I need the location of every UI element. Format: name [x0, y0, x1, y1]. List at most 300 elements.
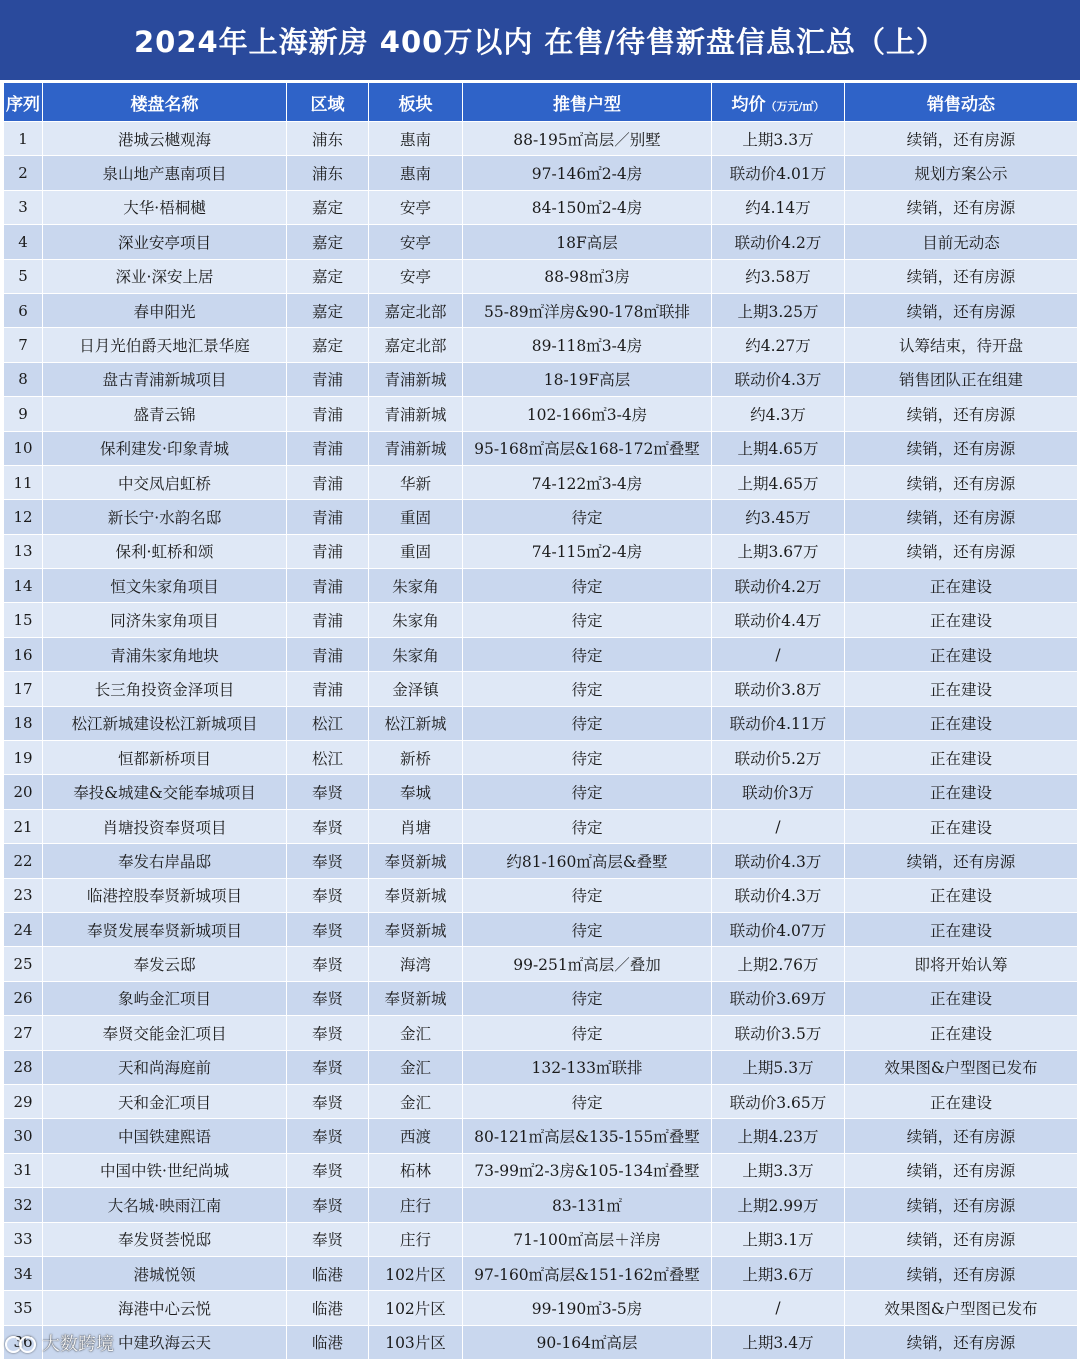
cell-name: 盘古青浦新城项目 [43, 362, 287, 396]
cell-index: 27 [4, 1016, 43, 1050]
cell-status: 续销，还有房源 [845, 1153, 1078, 1187]
cell-status: 正在建设 [845, 878, 1078, 912]
cell-block: 奉贤新城 [369, 878, 463, 912]
cell-district: 松江 [287, 706, 369, 740]
cell-district: 奉贤 [287, 844, 369, 878]
title-bar [0, 0, 1080, 80]
cell-index: 28 [4, 1050, 43, 1084]
cell-status: 规划方案公示 [845, 156, 1078, 190]
cell-index: 20 [4, 775, 43, 809]
cell-district: 浦东 [287, 122, 369, 156]
cell-unit-type: 待定 [463, 878, 712, 912]
header-index: 序列 [4, 83, 43, 122]
cell-unit-type: 83-131㎡ [463, 1188, 712, 1222]
cell-name: 长三角投资金泽项目 [43, 672, 287, 706]
cell-district: 奉贤 [287, 1050, 369, 1084]
cell-status: 正在建设 [845, 706, 1078, 740]
cell-index: 31 [4, 1153, 43, 1187]
cell-index: 5 [4, 259, 43, 293]
cell-status: 正在建设 [845, 569, 1078, 603]
cell-status: 正在建设 [845, 637, 1078, 671]
table-row [4, 1291, 1078, 1325]
cell-price: 约4.14万 [712, 190, 845, 224]
cell-price: 联动价4.2万 [712, 225, 845, 259]
cell-index: 1 [4, 122, 43, 156]
cell-unit-type: 待定 [463, 1016, 712, 1050]
cell-price: 约4.27万 [712, 328, 845, 362]
cell-unit-type: 132-133㎡联排 [463, 1050, 712, 1084]
cell-name: 保利·虹桥和颂 [43, 534, 287, 568]
page-title: 2024年上海新房 400万以内 在售/待售新盘信息汇总（上） [133, 24, 947, 59]
cell-district: 奉贤 [287, 878, 369, 912]
cell-price: 上期4.65万 [712, 465, 845, 499]
table-row [4, 1153, 1078, 1187]
cell-district: 松江 [287, 741, 369, 775]
table-row [4, 431, 1078, 465]
cell-block: 华新 [369, 465, 463, 499]
header-block: 板块 [369, 83, 463, 122]
cell-name: 奉贤发展奉贤新城项目 [43, 912, 287, 946]
cell-name: 春申阳光 [43, 293, 287, 327]
cell-name: 大华·梧桐樾 [43, 190, 287, 224]
cell-status: 续销，还有房源 [845, 293, 1078, 327]
cell-block: 新桥 [369, 741, 463, 775]
cell-unit-type: 99-251㎡高层／叠加 [463, 947, 712, 981]
cell-index: 25 [4, 947, 43, 981]
header-district: 区域 [287, 83, 369, 122]
cell-price: 联动价4.01万 [712, 156, 845, 190]
table-row [4, 947, 1078, 981]
cell-name: 港城悦领 [43, 1256, 287, 1290]
cell-name: 恒都新桥项目 [43, 741, 287, 775]
cell-index: 16 [4, 637, 43, 671]
cell-status: 目前无动态 [845, 225, 1078, 259]
cell-name: 泉山地产惠南项目 [43, 156, 287, 190]
cell-index: 26 [4, 981, 43, 1015]
cell-unit-type: 待定 [463, 637, 712, 671]
cell-district: 临港 [287, 1291, 369, 1325]
cell-block: 海湾 [369, 947, 463, 981]
cell-status: 续销，还有房源 [845, 534, 1078, 568]
cell-status: 正在建设 [845, 1016, 1078, 1050]
cell-district: 青浦 [287, 603, 369, 637]
cell-status: 续销，还有房源 [845, 1325, 1078, 1359]
cell-index: 19 [4, 741, 43, 775]
cell-price: 上期3.3万 [712, 1153, 845, 1187]
cell-index: 22 [4, 844, 43, 878]
cell-district: 奉贤 [287, 1188, 369, 1222]
cell-name: 青浦朱家角地块 [43, 637, 287, 671]
cell-status: 正在建设 [845, 912, 1078, 946]
table-row [4, 981, 1078, 1015]
cell-block: 惠南 [369, 156, 463, 190]
table-row [4, 259, 1078, 293]
table-row [4, 775, 1078, 809]
cell-index: 7 [4, 328, 43, 362]
cell-unit-type: 待定 [463, 981, 712, 1015]
cell-price: 联动价3.8万 [712, 672, 845, 706]
cell-district: 奉贤 [287, 809, 369, 843]
cell-district: 青浦 [287, 637, 369, 671]
cell-price: 上期2.76万 [712, 947, 845, 981]
cell-status: 认筹结束，待开盘 [845, 328, 1078, 362]
table-row [4, 603, 1078, 637]
cell-price: 联动价3.69万 [712, 981, 845, 1015]
cell-status: 续销，还有房源 [845, 431, 1078, 465]
cell-district: 奉贤 [287, 981, 369, 1015]
cell-index: 14 [4, 569, 43, 603]
header-price-unit: （万元/㎡） [765, 99, 825, 113]
table-row [4, 809, 1078, 843]
cell-status: 销售团队正在组建 [845, 362, 1078, 396]
cell-price: 约4.3万 [712, 397, 845, 431]
cell-block: 朱家角 [369, 569, 463, 603]
cell-block: 嘉定北部 [369, 293, 463, 327]
cell-status: 续销，还有房源 [845, 465, 1078, 499]
cell-block: 柘林 [369, 1153, 463, 1187]
cell-block: 奉贤新城 [369, 912, 463, 946]
cell-district: 青浦 [287, 431, 369, 465]
cell-unit-type: 待定 [463, 741, 712, 775]
cell-district: 浦东 [287, 156, 369, 190]
cell-price: 约3.45万 [712, 500, 845, 534]
cell-index: 21 [4, 809, 43, 843]
cell-index: 13 [4, 534, 43, 568]
cell-block: 惠南 [369, 122, 463, 156]
table-row [4, 1222, 1078, 1256]
cell-block: 102片区 [369, 1256, 463, 1290]
cell-index: 17 [4, 672, 43, 706]
cell-price: 联动价5.2万 [712, 741, 845, 775]
cell-status: 续销，还有房源 [845, 1222, 1078, 1256]
table-row [4, 569, 1078, 603]
cell-status: 续销，还有房源 [845, 259, 1078, 293]
cell-name: 肖塘投资奉贤项目 [43, 809, 287, 843]
cell-unit-type: 约81-160㎡高层&叠墅 [463, 844, 712, 878]
cell-status: 正在建设 [845, 981, 1078, 1015]
cell-district: 奉贤 [287, 775, 369, 809]
cell-status: 续销，还有房源 [845, 1188, 1078, 1222]
cell-index: 3 [4, 190, 43, 224]
cell-block: 青浦新城 [369, 431, 463, 465]
header-status: 销售动态 [845, 83, 1078, 122]
cell-unit-type: 97-160㎡高层&151-162㎡叠墅 [463, 1256, 712, 1290]
table-row [4, 122, 1078, 156]
cell-name: 象屿金汇项目 [43, 981, 287, 1015]
cell-unit-type: 99-190㎡3-5房 [463, 1291, 712, 1325]
cell-status: 续销，还有房源 [845, 397, 1078, 431]
cell-district: 临港 [287, 1325, 369, 1359]
cell-status: 正在建设 [845, 809, 1078, 843]
cell-status: 效果图&户型图已发布 [845, 1050, 1078, 1084]
cell-unit-type: 102-166㎡3-4房 [463, 397, 712, 431]
cell-index: 32 [4, 1188, 43, 1222]
cell-block: 安亭 [369, 225, 463, 259]
cell-status: 续销，还有房源 [845, 500, 1078, 534]
cell-block: 庄行 [369, 1188, 463, 1222]
cell-name: 港城云樾观海 [43, 122, 287, 156]
cell-district: 奉贤 [287, 1153, 369, 1187]
cell-block: 青浦新城 [369, 397, 463, 431]
table-row [4, 534, 1078, 568]
cell-name: 奉投&城建&交能奉城项目 [43, 775, 287, 809]
cell-index: 9 [4, 397, 43, 431]
cell-status: 正在建设 [845, 1084, 1078, 1118]
header-row [4, 83, 1078, 122]
cell-index: 4 [4, 225, 43, 259]
cell-district: 奉贤 [287, 947, 369, 981]
cell-price: 上期3.25万 [712, 293, 845, 327]
cell-index: 30 [4, 1119, 43, 1153]
cell-index: 36 [4, 1325, 43, 1359]
cell-name: 深业·深安上居 [43, 259, 287, 293]
cell-name: 中建玖海云天 [43, 1325, 287, 1359]
cell-name: 奉发右岸晶邸 [43, 844, 287, 878]
cell-unit-type: 待定 [463, 912, 712, 946]
table-row [4, 190, 1078, 224]
cell-unit-type: 71-100㎡高层＋洋房 [463, 1222, 712, 1256]
cell-name: 奉发贤荟悦邸 [43, 1222, 287, 1256]
cell-district: 奉贤 [287, 912, 369, 946]
table-row [4, 878, 1078, 912]
table-row [4, 1325, 1078, 1359]
cell-block: 重固 [369, 534, 463, 568]
table-row [4, 500, 1078, 534]
cell-index: 33 [4, 1222, 43, 1256]
cell-block: 安亭 [369, 190, 463, 224]
cell-district: 青浦 [287, 672, 369, 706]
table-row [4, 672, 1078, 706]
cell-name: 盛青云锦 [43, 397, 287, 431]
cell-index: 15 [4, 603, 43, 637]
cell-unit-type: 80-121㎡高层&135-155㎡叠墅 [463, 1119, 712, 1153]
table-row [4, 741, 1078, 775]
cell-block: 金汇 [369, 1084, 463, 1118]
cell-block: 嘉定北部 [369, 328, 463, 362]
table-row [4, 225, 1078, 259]
cell-index: 10 [4, 431, 43, 465]
cell-block: 金汇 [369, 1016, 463, 1050]
cell-status: 续销，还有房源 [845, 190, 1078, 224]
cell-block: 102片区 [369, 1291, 463, 1325]
cell-block: 奉城 [369, 775, 463, 809]
cell-name: 大名城·映雨江南 [43, 1188, 287, 1222]
listing-table [3, 82, 1078, 1360]
cell-index: 18 [4, 706, 43, 740]
cell-price: 联动价3.5万 [712, 1016, 845, 1050]
cell-unit-type: 18-19F高层 [463, 362, 712, 396]
cell-price: 约3.58万 [712, 259, 845, 293]
table-row [4, 637, 1078, 671]
cell-unit-type: 88-98㎡3房 [463, 259, 712, 293]
cell-unit-type: 待定 [463, 706, 712, 740]
cell-block: 青浦新城 [369, 362, 463, 396]
cell-price: 联动价4.3万 [712, 878, 845, 912]
table-row [4, 328, 1078, 362]
cell-status: 正在建设 [845, 672, 1078, 706]
cell-block: 金泽镇 [369, 672, 463, 706]
cell-name: 奉发云邸 [43, 947, 287, 981]
cell-unit-type: 待定 [463, 1084, 712, 1118]
header-price-label: 均价 [731, 94, 766, 115]
cell-district: 嘉定 [287, 293, 369, 327]
cell-name: 保利建发·印象青城 [43, 431, 287, 465]
cell-index: 11 [4, 465, 43, 499]
cell-price: 上期3.4万 [712, 1325, 845, 1359]
cell-district: 奉贤 [287, 1084, 369, 1118]
table-row [4, 1016, 1078, 1050]
cell-name: 中国铁建熙语 [43, 1119, 287, 1153]
cell-status: 正在建设 [845, 775, 1078, 809]
table-row [4, 1119, 1078, 1153]
cell-district: 临港 [287, 1256, 369, 1290]
cell-price: 联动价4.4万 [712, 603, 845, 637]
cell-name: 天和尚海庭前 [43, 1050, 287, 1084]
cell-district: 奉贤 [287, 1222, 369, 1256]
cell-district: 青浦 [287, 397, 369, 431]
cell-block: 朱家角 [369, 603, 463, 637]
table-row [4, 1084, 1078, 1118]
cell-price: 上期3.1万 [712, 1222, 845, 1256]
table-row [4, 156, 1078, 190]
cell-name: 海港中心云悦 [43, 1291, 287, 1325]
cell-name: 深业安亭项目 [43, 225, 287, 259]
cell-unit-type: 待定 [463, 775, 712, 809]
cell-price: 联动价4.3万 [712, 362, 845, 396]
table-row [4, 706, 1078, 740]
cell-district: 青浦 [287, 465, 369, 499]
cell-unit-type: 89-118㎡3-4房 [463, 328, 712, 362]
cell-block: 庄行 [369, 1222, 463, 1256]
cell-unit-type: 待定 [463, 672, 712, 706]
cell-district: 嘉定 [287, 328, 369, 362]
cell-status: 续销，还有房源 [845, 1119, 1078, 1153]
cell-index: 12 [4, 500, 43, 534]
cell-price: 上期2.99万 [712, 1188, 845, 1222]
cell-name: 中交凤启虹桥 [43, 465, 287, 499]
cell-index: 29 [4, 1084, 43, 1118]
cell-district: 青浦 [287, 569, 369, 603]
cell-unit-type: 84-150㎡2-4房 [463, 190, 712, 224]
cell-name: 天和金汇项目 [43, 1084, 287, 1118]
cell-district: 青浦 [287, 500, 369, 534]
cell-block: 奉贤新城 [369, 981, 463, 1015]
cell-price: 联动价4.3万 [712, 844, 845, 878]
cell-status: 续销，还有房源 [845, 122, 1078, 156]
table-row [4, 465, 1078, 499]
cell-status: 效果图&户型图已发布 [845, 1291, 1078, 1325]
cell-price: / [712, 809, 845, 843]
table-body [4, 122, 1078, 1360]
cell-unit-type: 97-146㎡2-4房 [463, 156, 712, 190]
cell-name: 新长宁·水韵名邸 [43, 500, 287, 534]
cell-price: 联动价3.65万 [712, 1084, 845, 1118]
cell-status: 正在建设 [845, 603, 1078, 637]
cell-unit-type: 74-115㎡2-4房 [463, 534, 712, 568]
cell-block: 西渡 [369, 1119, 463, 1153]
cell-unit-type: 88-195㎡高层／别墅 [463, 122, 712, 156]
cell-index: 6 [4, 293, 43, 327]
cell-price: 上期3.67万 [712, 534, 845, 568]
cell-status: 续销，还有房源 [845, 844, 1078, 878]
cell-index: 2 [4, 156, 43, 190]
cell-price: 上期5.3万 [712, 1050, 845, 1084]
cell-price: 联动价3万 [712, 775, 845, 809]
cell-name: 松江新城建设松江新城项目 [43, 706, 287, 740]
cell-block: 金汇 [369, 1050, 463, 1084]
cell-price: 上期3.6万 [712, 1256, 845, 1290]
cell-block: 松江新城 [369, 706, 463, 740]
cell-district: 奉贤 [287, 1016, 369, 1050]
cell-block: 肖塘 [369, 809, 463, 843]
cell-block: 103片区 [369, 1325, 463, 1359]
cell-index: 23 [4, 878, 43, 912]
cell-index: 24 [4, 912, 43, 946]
cell-name: 恒文朱家角项目 [43, 569, 287, 603]
cell-status: 续销，还有房源 [845, 1256, 1078, 1290]
table-row [4, 1256, 1078, 1290]
cell-name: 日月光伯爵天地汇景华庭 [43, 328, 287, 362]
cell-name: 同济朱家角项目 [43, 603, 287, 637]
cell-price: / [712, 637, 845, 671]
cell-unit-type: 90-164㎡高层 [463, 1325, 712, 1359]
cell-district: 青浦 [287, 362, 369, 396]
cell-district: 嘉定 [287, 225, 369, 259]
cell-district: 青浦 [287, 534, 369, 568]
cell-unit-type: 74-122㎡3-4房 [463, 465, 712, 499]
cell-price: 联动价4.2万 [712, 569, 845, 603]
table-row [4, 1188, 1078, 1222]
cell-name: 奉贤交能金汇项目 [43, 1016, 287, 1050]
cell-name: 中国中铁·世纪尚城 [43, 1153, 287, 1187]
cell-unit-type: 待定 [463, 603, 712, 637]
cell-district: 嘉定 [287, 190, 369, 224]
cell-unit-type: 待定 [463, 500, 712, 534]
cell-unit-type: 18F高层 [463, 225, 712, 259]
cell-unit-type: 55-89㎡洋房&90-178㎡联排 [463, 293, 712, 327]
cell-block: 安亭 [369, 259, 463, 293]
table-row [4, 293, 1078, 327]
cell-unit-type: 待定 [463, 809, 712, 843]
table-row [4, 912, 1078, 946]
cell-unit-type: 95-168㎡高层&168-172㎡叠墅 [463, 431, 712, 465]
cell-block: 奉贤新城 [369, 844, 463, 878]
cell-index: 34 [4, 1256, 43, 1290]
table-row [4, 844, 1078, 878]
header-name: 楼盘名称 [43, 83, 287, 122]
cell-status: 即将开始认筹 [845, 947, 1078, 981]
watermark-text: 大数跨境 [42, 1334, 114, 1355]
header-price [712, 83, 845, 122]
cell-price: 联动价4.11万 [712, 706, 845, 740]
table-row [4, 1050, 1078, 1084]
cell-price: / [712, 1291, 845, 1325]
header-unit-type: 推售户型 [463, 83, 712, 122]
cell-block: 重固 [369, 500, 463, 534]
cell-status: 正在建设 [845, 741, 1078, 775]
cell-price: 联动价4.07万 [712, 912, 845, 946]
cell-name: 临港控股奉贤新城项目 [43, 878, 287, 912]
cell-index: 8 [4, 362, 43, 396]
cell-block: 朱家角 [369, 637, 463, 671]
table-row [4, 362, 1078, 396]
cell-district: 嘉定 [287, 259, 369, 293]
cell-unit-type: 73-99㎡2-3房&105-134㎡叠墅 [463, 1153, 712, 1187]
cell-index: 35 [4, 1291, 43, 1325]
cell-price: 上期4.23万 [712, 1119, 845, 1153]
cell-district: 奉贤 [287, 1119, 369, 1153]
cell-unit-type: 待定 [463, 569, 712, 603]
